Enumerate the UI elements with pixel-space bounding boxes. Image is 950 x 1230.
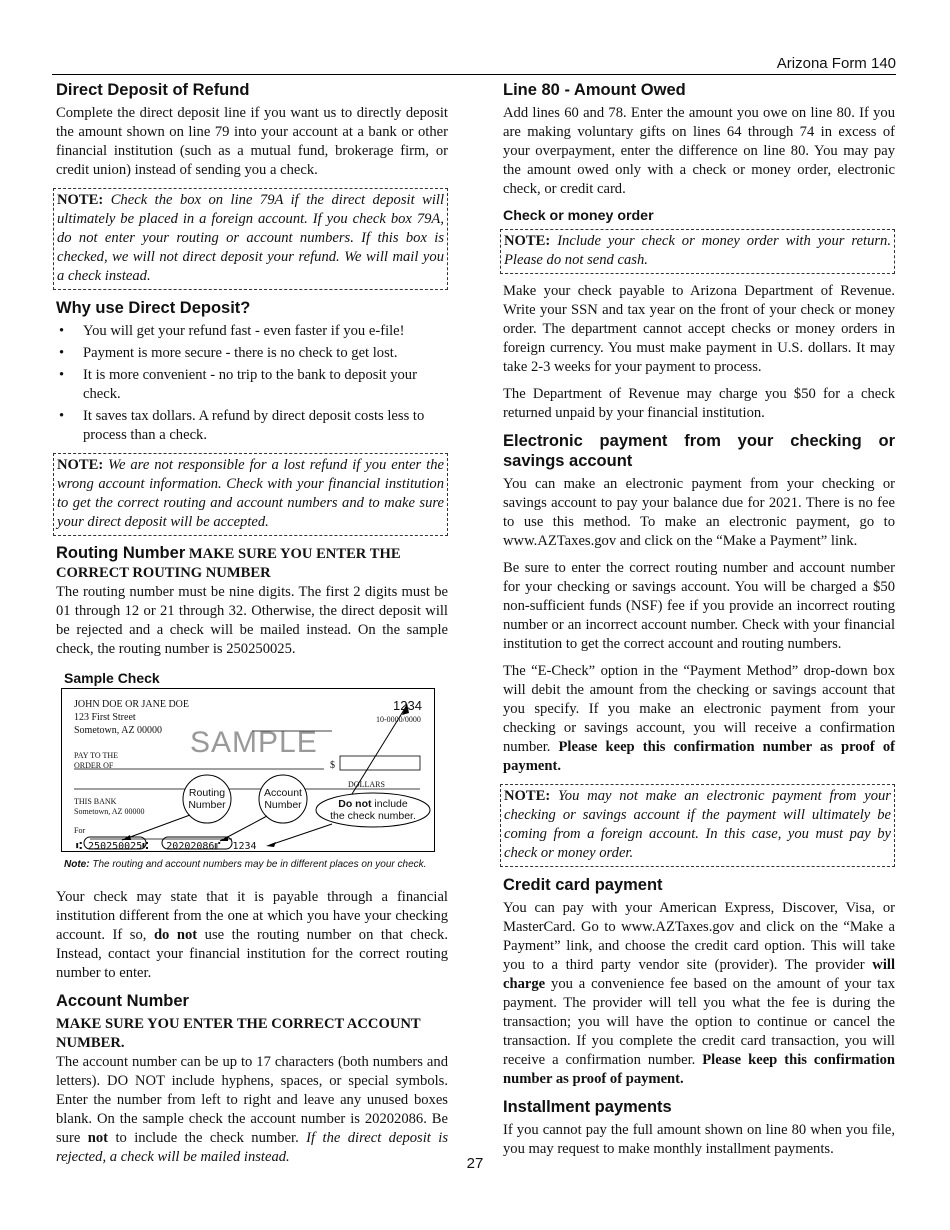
benefits-list bbox=[56, 322, 448, 445]
direct-deposit-heading: Direct Deposit of Refund bbox=[56, 81, 250, 99]
bold-run: not bbox=[87, 1130, 109, 1146]
page-number: 27 bbox=[466, 1155, 484, 1172]
note-text: We are not responsible for a lost refund if you enter the wrong account information. Check with your financial institution to get the correct routing and account numbers and to make sure your direct deposit will be accepted. bbox=[57, 457, 444, 530]
micr-line: ⑆ 250250025⑆ 20202086⑈ 1234 bbox=[76, 841, 257, 852]
check-number: 1234 bbox=[393, 698, 422, 713]
payer-street: 123 First Street bbox=[74, 712, 136, 723]
credit-card-heading: Credit card payment bbox=[503, 876, 663, 894]
account-paragraph bbox=[56, 1053, 448, 1167]
bold-run: Please keep this confirmation number as proof of payment. bbox=[503, 739, 895, 774]
echeck-paragraph bbox=[503, 662, 895, 776]
routing-number-heading: Routing Number bbox=[56, 544, 186, 562]
text-run: Your check may state that it is payable through a financial institution different from the one at which you have your checking account. If so, bbox=[56, 889, 448, 943]
amount-owed-paragraph: Add lines 60 and 78. Enter the amount you owe on line 80. If you are making voluntary gifts on lines 64 through 74 in excess of your overpayment, enter the difference on line 80. You may pay the amount owed only with a check or money order, electronic check, or credit card. bbox=[503, 105, 895, 197]
micr-routing-number: 250250025 bbox=[88, 841, 143, 852]
routing-warning-paragraph: Be sure to enter the correct routing number and account number for your checking or savings account. You will be charged a $50 non-sufficient funds (NSF) fee if you provide an incorrect routing number or an incorrect account number. Check with your financial institution to get the correct account and routing numbers. bbox=[503, 560, 895, 652]
include-text: include bbox=[371, 798, 408, 810]
sample-check bbox=[61, 688, 435, 852]
form-title: Arizona Form 140 bbox=[776, 55, 896, 72]
electronic-payment-heading: Electronic payment from your checking or savings account bbox=[503, 432, 895, 470]
payer-city: Sometown, AZ 00000 bbox=[74, 725, 163, 736]
routing-callout-line2: Number bbox=[188, 799, 226, 811]
check-payable-paragraph: Make your check payable to Arizona Department of Revenue. Write your SSN and tax year on the front of your check or money order. The department cannot accept checks or money orders in foreign currency. You must make payment in U.S. dollars. It may take 2-3 weeks for your payment to process. bbox=[503, 283, 895, 375]
list-item: • It saves tax dollars. A refund by direct deposit costs less to process than a check. bbox=[56, 407, 448, 445]
installment-paragraph: If you cannot pay the full amount shown on line 80 when you file, you may request to make monthly installment payments. bbox=[503, 1122, 895, 1157]
note-label: NOTE: bbox=[504, 788, 551, 804]
account-caps-warning: MAKE SURE YOU ENTER THE CORRECT ACCOUNT NUMBER. bbox=[56, 1016, 421, 1051]
sample-check-title: Sample Check bbox=[64, 670, 160, 686]
bank-city: Sometown, AZ 00000 bbox=[74, 807, 145, 816]
list-item: • It is more convenient - no trip to the bank to deposit your check. bbox=[56, 366, 448, 404]
routing-paragraph: The routing number must be nine digits. The first 2 digits must be 01 through 12 or 21 through 32. Otherwise, the direct deposit will be rejected and a check will be mailed instead. On the sample check, the routing number is 250250025. bbox=[56, 584, 448, 657]
do-not-bold: Do not bbox=[338, 798, 372, 810]
list-item: • Payment is more secure - there is no check to get lost. bbox=[56, 344, 448, 363]
foreign-payment-note bbox=[500, 784, 895, 867]
credit-card-paragraph bbox=[503, 899, 895, 1089]
micr-check-number: 1234 bbox=[232, 841, 257, 852]
for-label: For bbox=[74, 826, 86, 835]
fraction-code: 10-0000/0000 bbox=[376, 715, 421, 724]
payable-through-paragraph bbox=[56, 888, 448, 983]
right-column bbox=[503, 80, 895, 1167]
dollar-sign: $ bbox=[330, 760, 335, 771]
lost-refund-note bbox=[53, 453, 448, 536]
note-label: NOTE: bbox=[504, 233, 551, 249]
left-column bbox=[56, 80, 448, 1175]
installment-heading: Installment payments bbox=[503, 1098, 672, 1116]
payer-name: JOHN DOE OR JANE DOE bbox=[74, 699, 189, 710]
note-text: Check the box on line 79A if the direct deposit will ultimately be placed in a foreign account. If you check box 79A, do not enter your routing or account numbers. If this box is checked, we will not direct deposit your refund. We will mail you a check instead. bbox=[57, 192, 445, 284]
account-callout-label bbox=[259, 787, 307, 811]
text-run: use the routing number on that check. Instead, contact your financial institution for the correct routing number to enter. bbox=[56, 927, 448, 981]
micr-account-number: 20202086 bbox=[166, 841, 215, 852]
check-note-text: The routing and account numbers may be in different places on your check. bbox=[92, 859, 427, 870]
check-note bbox=[64, 855, 448, 874]
check-number-callout-label bbox=[318, 798, 428, 822]
foreign-account-note bbox=[53, 188, 448, 290]
routing-heading-block bbox=[56, 544, 448, 583]
why-direct-deposit-heading: Why use Direct Deposit? bbox=[56, 299, 251, 317]
bold-run: Please keep this confirmation number as proof of payment. bbox=[503, 1052, 895, 1087]
text-run: You can pay with your American Express, Discover, Visa, or MasterCard. Go to www.AZTaxes.gov and click on the “Make a Payment” link, and choose the credit card option. This will take you to a third party vendor site (provider). The provider bbox=[503, 900, 895, 973]
order-of-label: ORDER OF bbox=[74, 761, 114, 770]
check-number-text: the check number. bbox=[330, 810, 416, 822]
note-label: NOTE: bbox=[57, 457, 104, 473]
text-run: to include the check number. bbox=[108, 1130, 307, 1146]
amount-owed-heading: Line 80 - Amount Owed bbox=[503, 81, 686, 99]
no-cash-note bbox=[500, 229, 895, 274]
text-run: you a convenience fee based on the amount of your tax payment. The provider will tell you what the fee is during the transaction; you will have the option to continue or cancel the transaction. If you complete the credit card transaction, you will receive a confirmation number. bbox=[503, 976, 895, 1068]
note-text: Include your check or money order with your return. Please do not send cash. bbox=[504, 233, 891, 268]
routing-caps-warning: MAKE SURE YOU ENTER THE CORRECT ROUTING NUMBER bbox=[56, 546, 401, 581]
bold-run: do not bbox=[153, 927, 198, 943]
check-money-order-heading: Check or money order bbox=[503, 208, 654, 224]
text-run: The account number can be up to 17 characters (both numbers and letters). DO NOT include hyphens, spaces, or special symbols. Enter the number from left to right and leave any unused boxes blank. On the sample check the account number is 20202086. Be sure bbox=[56, 1054, 448, 1146]
list-item: • You will get your refund fast - even faster if you e-file! bbox=[56, 322, 448, 341]
account-callout-line2: Number bbox=[264, 799, 302, 811]
direct-deposit-paragraph: Complete the direct deposit line if you want us to directly deposit the amount shown on line 79 into your account at a bank or other financial institution (such as a mutual fund, brokerage firm, or credit union) instead of sending you a check. bbox=[56, 105, 448, 178]
routing-callout-label bbox=[183, 787, 231, 811]
note-text: You may not make an electronic payment from your checking or savings account if the payment will ultimately be coming from a foreign account. In this case, you must pay by check or money order. bbox=[504, 788, 891, 861]
routing-callout-line1: Routing bbox=[188, 787, 226, 799]
italic-run: If the direct deposit is rejected, a check will be mailed instead. bbox=[56, 1130, 449, 1165]
electronic-payment-paragraph: You can make an electronic payment from your checking or savings account to pay your balance due for 2021. There is no fee to use this method. To make an electronic payment, go to www.AZTaxes.gov and click on the “Make a Payment” link. bbox=[503, 476, 895, 549]
page-header bbox=[52, 55, 896, 75]
dollars-label: DOLLARS bbox=[348, 780, 385, 789]
pay-to-label: PAY TO THE bbox=[74, 751, 119, 760]
bold-run: will charge bbox=[503, 957, 895, 992]
account-callout-line1: Account bbox=[264, 787, 302, 799]
text-run: The “E-Check” option in the “Payment Method” drop-down box will debit the amount from the checking or savings account that you specify. If you make an electronic payment from your checking or savings account, you will receive a confirmation number. bbox=[503, 663, 895, 755]
returned-check-fee-paragraph: The Department of Revenue may charge you $50 for a check returned unpaid by your financial institution. bbox=[503, 386, 895, 421]
note-label: NOTE: bbox=[57, 192, 104, 208]
bank-name: THIS BANK bbox=[74, 797, 117, 806]
check-note-label: Note: bbox=[64, 859, 90, 870]
account-number-heading: Account Number bbox=[56, 992, 189, 1010]
sample-watermark: SAMPLE bbox=[190, 726, 318, 759]
